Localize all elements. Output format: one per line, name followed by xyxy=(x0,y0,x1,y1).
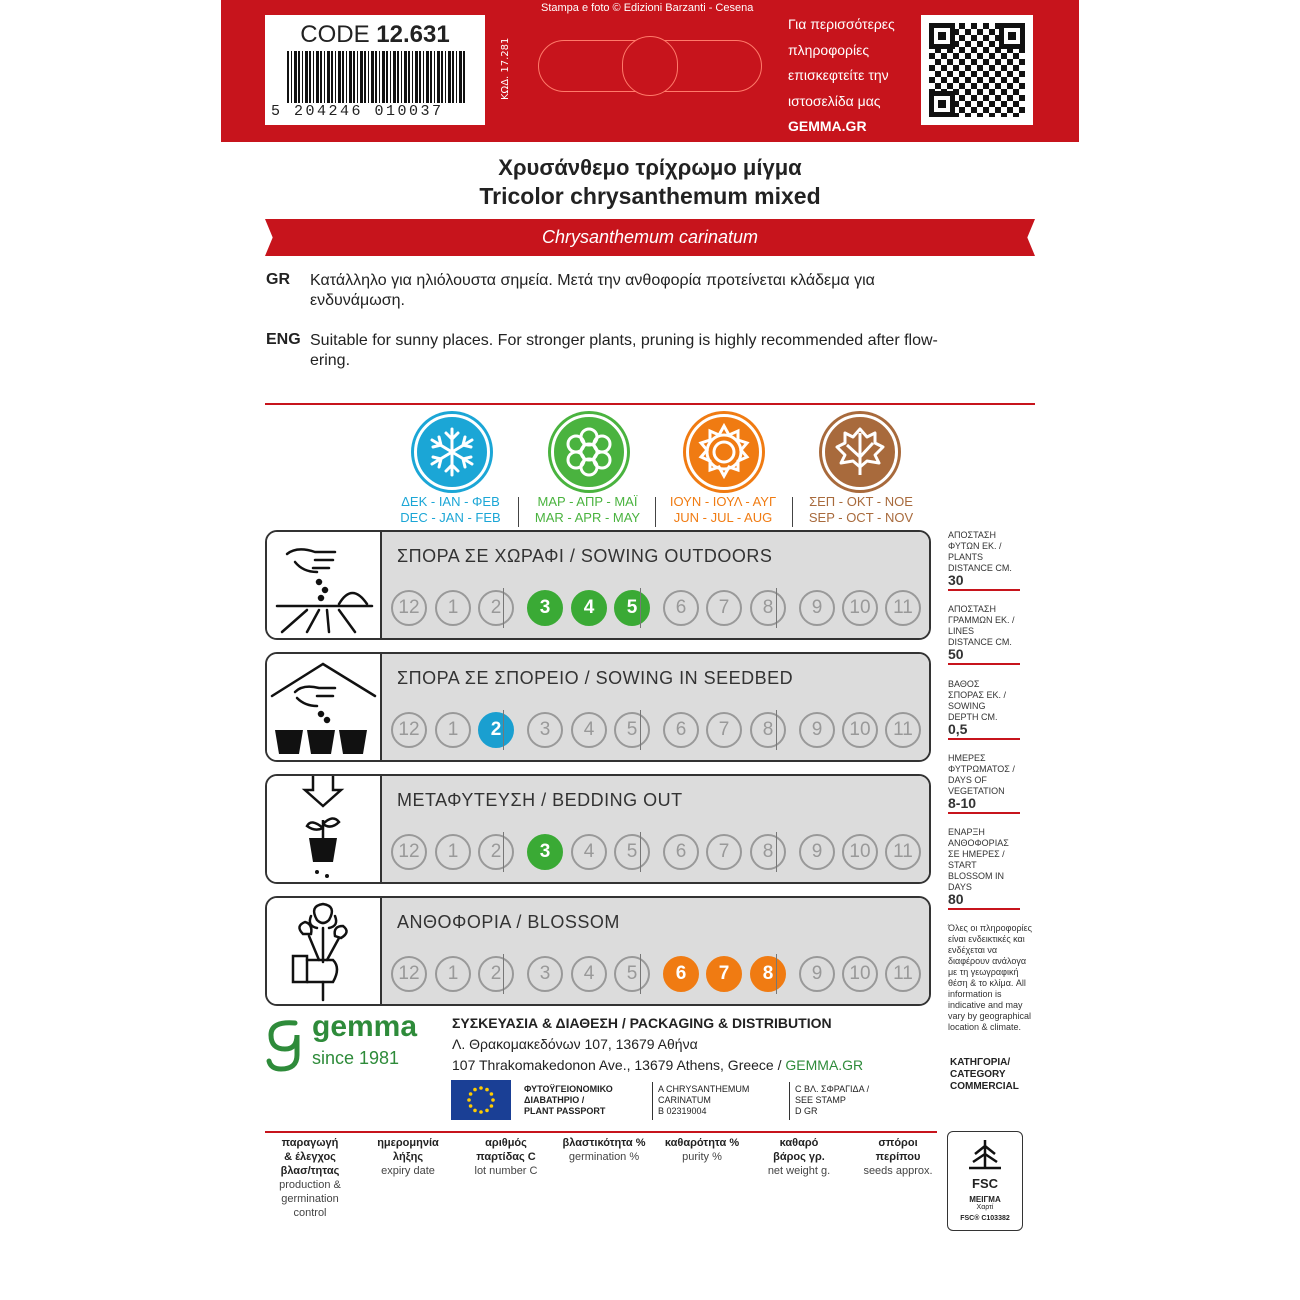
divider xyxy=(265,403,1035,405)
month-3: 3 xyxy=(527,834,563,870)
month-2: 2 xyxy=(478,712,514,748)
month-1: 1 xyxy=(435,590,471,626)
season-divider xyxy=(792,497,793,527)
footer-production-control: παραγωγή & έλεγχος βλασ/τητας production & germination control xyxy=(279,1137,341,1219)
barcode-panel xyxy=(265,15,485,125)
brand-name: gemma xyxy=(312,1010,418,1043)
row-blossom xyxy=(265,896,931,1006)
month-7: 7 xyxy=(706,590,742,626)
company-website-link[interactable]: GEMMA.GR xyxy=(785,1057,864,1073)
description-en: Suitable for sunny places. For stronger plants, pruning is highly recommended after flow- ering. xyxy=(310,332,938,369)
footer-germination: βλαστικότητα % germination % xyxy=(562,1137,646,1163)
month-8: 8 xyxy=(750,712,786,748)
row-title: ΣΠΟΡΑ ΣΕ ΧΩΡΑΦΙ / SOWING OUTDOORS xyxy=(397,546,773,566)
sun-icon xyxy=(686,414,762,490)
blossom-icon xyxy=(267,898,382,1004)
season-spring-label: ΜΑΡ - ΑΠΡ - ΜΑΪ MAR - APR - MAY xyxy=(534,494,641,525)
month-1: 1 xyxy=(435,956,471,992)
quarter-divider xyxy=(503,588,504,628)
title-english: Tricolor chrysanthemum mixed xyxy=(479,183,821,209)
row-title: ΑΝΘΟΦΟΡΙΑ / BLOSSOM xyxy=(397,912,620,932)
passport-species: A CHRYSANTHEMUM CARINATUM B 02319004 xyxy=(658,1084,750,1116)
month-4: 4 xyxy=(571,834,607,870)
quarter-divider xyxy=(503,954,504,994)
month-7: 7 xyxy=(706,956,742,992)
fsc-mix: ΜΕΙΓΜΑ xyxy=(969,1195,1001,1204)
passport-divider xyxy=(789,1082,790,1120)
month-2: 2 xyxy=(478,956,514,992)
quarter-divider xyxy=(776,832,777,872)
month-9: 9 xyxy=(799,590,835,626)
lang-gr: GR xyxy=(266,271,290,288)
kod-code: ΚΩΔ. 17.281 xyxy=(500,37,511,100)
season-summer-label: ΙΟΥΝ - ΙΟΥΛ - ΑΥΓ JUN - JUL - AUG xyxy=(669,494,777,525)
month-6: 6 xyxy=(663,956,699,992)
product-code: CODE 12.631 xyxy=(300,21,450,48)
month-strip xyxy=(387,834,931,874)
month-5: 5 xyxy=(614,834,650,870)
row-sowing-seedbed xyxy=(265,652,931,762)
month-11: 11 xyxy=(885,590,921,626)
month-6: 6 xyxy=(663,712,699,748)
season-divider xyxy=(518,497,519,527)
spec-line-distance: ΑΠΟΣΤΑΣΗ ΓΡΑΜΜΩΝ ΕΚ. / LINES DISTANCE CM. 50 xyxy=(948,604,1020,665)
month-4: 4 xyxy=(571,956,607,992)
footer-lot-number: αριθμός παρτίδας C lot number C xyxy=(474,1137,538,1177)
month-9: 9 xyxy=(799,834,835,870)
month-5: 5 xyxy=(614,956,650,992)
month-2: 2 xyxy=(478,834,514,870)
month-9: 9 xyxy=(799,712,835,748)
category-label: ΚΑΤΗΓΟΡΙΑ/ CATEGORY COMMERCIAL xyxy=(950,1057,1019,1092)
qr-pattern xyxy=(929,23,1025,117)
latin-name: Chrysanthemum carinatum xyxy=(541,227,759,247)
transplant-icon xyxy=(267,776,382,882)
month-3: 3 xyxy=(527,590,563,626)
season-winter-label: ΔΕΚ - ΙΑΝ - ΦΕΒ DEC - JAN - FEB xyxy=(400,494,501,525)
month-8: 8 xyxy=(750,590,786,626)
month-7: 7 xyxy=(706,712,742,748)
quarter-divider xyxy=(503,832,504,872)
footer-net-weight: καθαρό βάρος γρ. net weight g. xyxy=(767,1137,831,1177)
fsc-paper: Χαρτί xyxy=(976,1204,994,1211)
month-11: 11 xyxy=(885,956,921,992)
title-greek: Χρυσάνθεμο τρίχρωμο μίγμα xyxy=(498,155,802,180)
month-1: 1 xyxy=(435,712,471,748)
row-title: ΣΠΟΡΑ ΣΕ ΣΠΟΡΕΙΟ / SOWING IN SEEDBED xyxy=(397,668,794,688)
month-3: 3 xyxy=(527,956,563,992)
month-2: 2 xyxy=(478,590,514,626)
quarter-divider xyxy=(640,954,641,994)
more-info-text: Για περισσότερες πληροφορίες επισκεφτείτε την ιστοσελίδα μας GEMMA.GR xyxy=(788,16,895,134)
month-6: 6 xyxy=(663,834,699,870)
month-4: 4 xyxy=(571,712,607,748)
website-link[interactable]: GEMMA.GR xyxy=(788,118,867,134)
seedbed-icon xyxy=(267,654,382,760)
passport-divider xyxy=(652,1082,653,1120)
flower-icon xyxy=(551,414,627,490)
eu-flag-icon xyxy=(451,1080,511,1120)
snowflake-icon xyxy=(414,414,490,490)
packaging-title: ΣΥΣΚΕΥΑΣΙΑ & ΔΙΑΘΕΣΗ / PACKAGING & DISTRIBUTION xyxy=(452,1015,832,1031)
month-strip xyxy=(387,590,931,630)
spec-sowing-depth: ΒΑΘΟΣ ΣΠΟΡΑΣ ΕΚ. / SOWING DEPTH CM. 0,5 xyxy=(948,679,1020,740)
quarter-divider xyxy=(776,588,777,628)
season-divider xyxy=(655,497,656,527)
row-title: ΜΕΤΑΦΥΤΕΥΣΗ / BEDDING OUT xyxy=(397,790,683,810)
sowing-outdoors-icon xyxy=(267,532,382,638)
month-strip xyxy=(387,712,931,752)
footer-purity: καθαρότητα % purity % xyxy=(664,1137,740,1163)
month-1: 1 xyxy=(435,834,471,870)
quarter-divider xyxy=(776,710,777,750)
fsc-logo-text: FSC xyxy=(972,1176,998,1191)
footer-expiry-date: ημερομηνία λήξης expiry date xyxy=(377,1137,439,1177)
address-greek: Λ. Θρακομακεδόνων 107, 13679 Αθήνα xyxy=(452,1036,698,1052)
spec-plant-distance: ΑΠΟΣΤΑΣΗ ΦΥΤΩΝ ΕΚ. / PLANTS DISTANCE CM. 30 xyxy=(948,530,1020,591)
row-bedding-out xyxy=(265,774,931,884)
passport-stamp: C ΒΛ. ΣΦΡΑΓΙΔΑ / SEE STAMP D GR xyxy=(795,1084,870,1116)
qr-code[interactable] xyxy=(921,15,1033,125)
month-10: 10 xyxy=(842,590,878,626)
plant-passport-label: ΦΥΤΟΫΓΕΙΟΝΟΜΙΚΟ ΔΙΑΒΑΤΗΡΙΟ / PLANT PASSPORT xyxy=(524,1084,613,1116)
lang-en: ENG xyxy=(266,331,301,348)
quarter-divider xyxy=(640,588,641,628)
month-4: 4 xyxy=(571,590,607,626)
address-english: 107 Thrakomakedonon Ave., 13679 Athens, Greece / GEMMA.GR xyxy=(452,1057,864,1073)
disclaimer-note: Όλες οι πληροφορίες είναι ενδεικτικές και ενδέχεται να διαφέρουν ανάλογα με τη γεωγραφική θέση & το κλίμα. All information is indicative and may vary by geographical location & climate. xyxy=(948,923,1032,1032)
month-12: 12 xyxy=(391,834,427,870)
month-12: 12 xyxy=(391,590,427,626)
row-sowing-outdoors xyxy=(265,530,931,640)
quarter-divider xyxy=(776,954,777,994)
gemma-logo-icon xyxy=(265,1015,303,1079)
month-8: 8 xyxy=(750,834,786,870)
month-10: 10 xyxy=(842,712,878,748)
month-12: 12 xyxy=(391,712,427,748)
month-12: 12 xyxy=(391,956,427,992)
footer-divider xyxy=(265,1131,937,1133)
barcode xyxy=(287,51,467,111)
print-credit: Stampa e foto © Edizioni Barzanti - Cesena xyxy=(541,2,754,14)
season-autumn-label: ΣΕΠ - ΟΚΤ - ΝΟΕ SEP - OCT - NOV xyxy=(808,494,914,525)
since-year: since 1981 xyxy=(312,1048,400,1068)
description-gr: Κατάλληλο για ηλιόλουστα σημεία. Μετά την ανθοφορία προτείνεται κλάδεμα για ενδυνάμωση. xyxy=(310,272,875,309)
month-10: 10 xyxy=(842,956,878,992)
month-strip xyxy=(387,956,931,996)
month-8: 8 xyxy=(750,956,786,992)
month-10: 10 xyxy=(842,834,878,870)
month-11: 11 xyxy=(885,712,921,748)
month-11: 11 xyxy=(885,834,921,870)
month-5: 5 xyxy=(614,712,650,748)
quarter-divider xyxy=(503,710,504,750)
barcode-digits: 5 204246 010037 xyxy=(271,103,483,120)
fsc-tree-icon xyxy=(965,1136,1005,1172)
month-5: 5 xyxy=(614,590,650,626)
fsc-license: FSC® C103382 xyxy=(960,1215,1010,1222)
footer-seeds-approx: σπόροι περίπου seeds approx. xyxy=(863,1137,933,1177)
month-7: 7 xyxy=(706,834,742,870)
leaf-icon xyxy=(822,414,898,490)
month-3: 3 xyxy=(527,712,563,748)
month-9: 9 xyxy=(799,956,835,992)
fsc-badge xyxy=(947,1131,1023,1231)
month-6: 6 xyxy=(663,590,699,626)
quarter-divider xyxy=(640,832,641,872)
spec-vegetation-days: ΗΜΕΡΕΣ ΦΥΤΡΩΜΑΤΟΣ / DAYS OF VEGETATION 8-10 xyxy=(948,753,1020,814)
spec-blossom-days: ΕΝΑΡΞΗ ΑΝΘΟΦΟΡΙΑΣ ΣΕ ΗΜΕΡΕΣ / START BLOSSOM IN DAYS 80 xyxy=(948,827,1020,910)
window-hanger xyxy=(622,36,678,96)
quarter-divider xyxy=(640,710,641,750)
